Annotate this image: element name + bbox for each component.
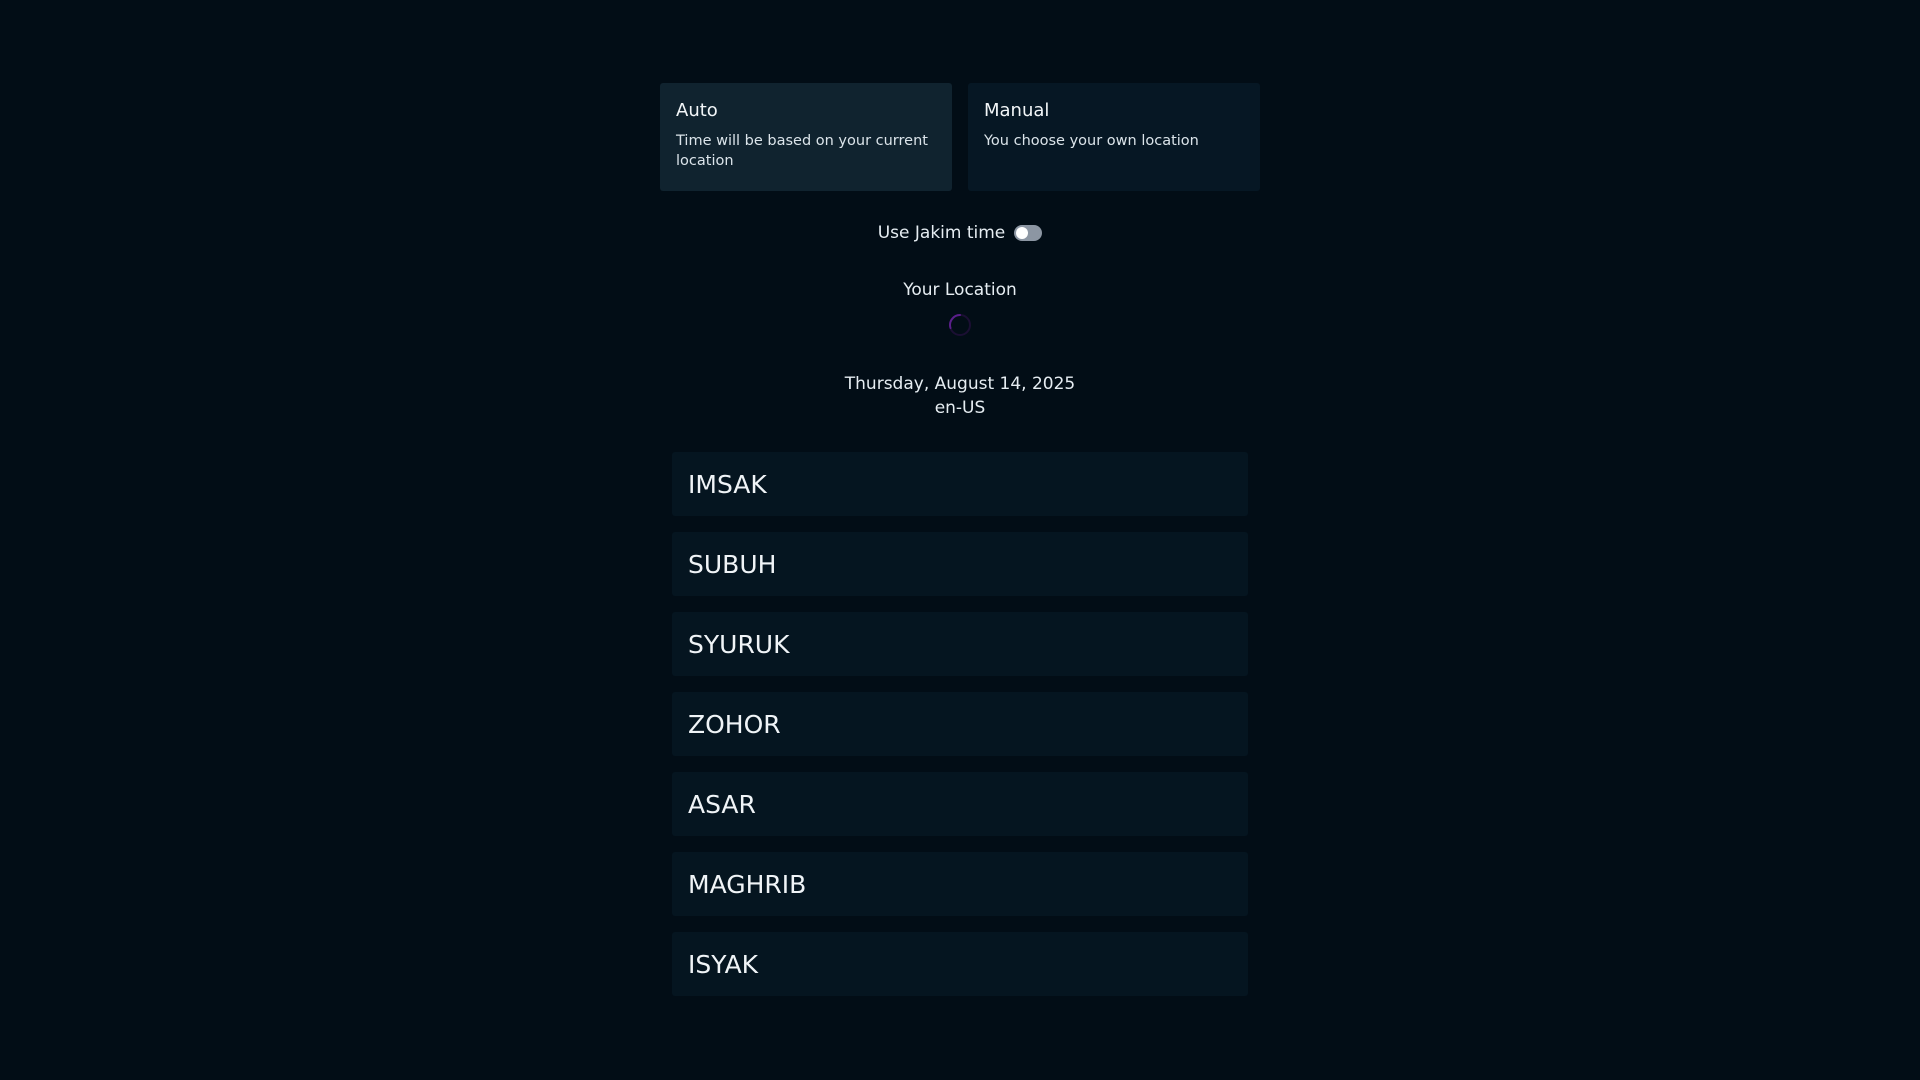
prayer-name: IMSAK xyxy=(688,469,767,499)
prayer-item-maghrib xyxy=(672,852,1248,916)
location-mode-selector xyxy=(660,83,1260,191)
prayer-item-syuruk xyxy=(672,612,1248,676)
prayer-item-zohor xyxy=(672,692,1248,756)
date-text: Thursday, August 14, 2025 xyxy=(844,374,1076,394)
auto-mode-title: Auto xyxy=(676,100,718,121)
prayer-name: ASAR xyxy=(688,789,756,819)
prayer-item-isyak xyxy=(672,932,1248,996)
manual-mode-title: Manual xyxy=(984,100,1050,121)
jakim-time-toggle[interactable] xyxy=(1014,225,1042,241)
prayer-item-imsak xyxy=(672,452,1248,516)
prayer-name: ZOHOR xyxy=(688,709,781,739)
prayer-item-subuh xyxy=(672,532,1248,596)
locale-text: en-US xyxy=(934,398,986,418)
prayer-name: MAGHRIB xyxy=(688,869,807,899)
prayer-name: ISYAK xyxy=(688,949,759,979)
auto-mode-description: Time will be based on your current location xyxy=(676,133,928,169)
loading-spinner-icon xyxy=(948,313,972,337)
jakim-time-row xyxy=(0,223,1920,243)
prayer-name: SUBUH xyxy=(688,549,777,579)
your-location-label: Your Location xyxy=(903,280,1017,300)
manual-mode-card[interactable] xyxy=(968,83,1260,191)
date-display xyxy=(0,372,1920,420)
manual-mode-description: You choose your own location xyxy=(984,133,1199,149)
prayer-times-list xyxy=(672,452,1248,1012)
toggle-knob xyxy=(1016,227,1028,239)
prayer-name: SYURUK xyxy=(688,629,790,659)
auto-mode-card[interactable] xyxy=(660,83,952,191)
jakim-time-label: Use Jakim time xyxy=(877,223,1006,243)
prayer-item-asar xyxy=(672,772,1248,836)
